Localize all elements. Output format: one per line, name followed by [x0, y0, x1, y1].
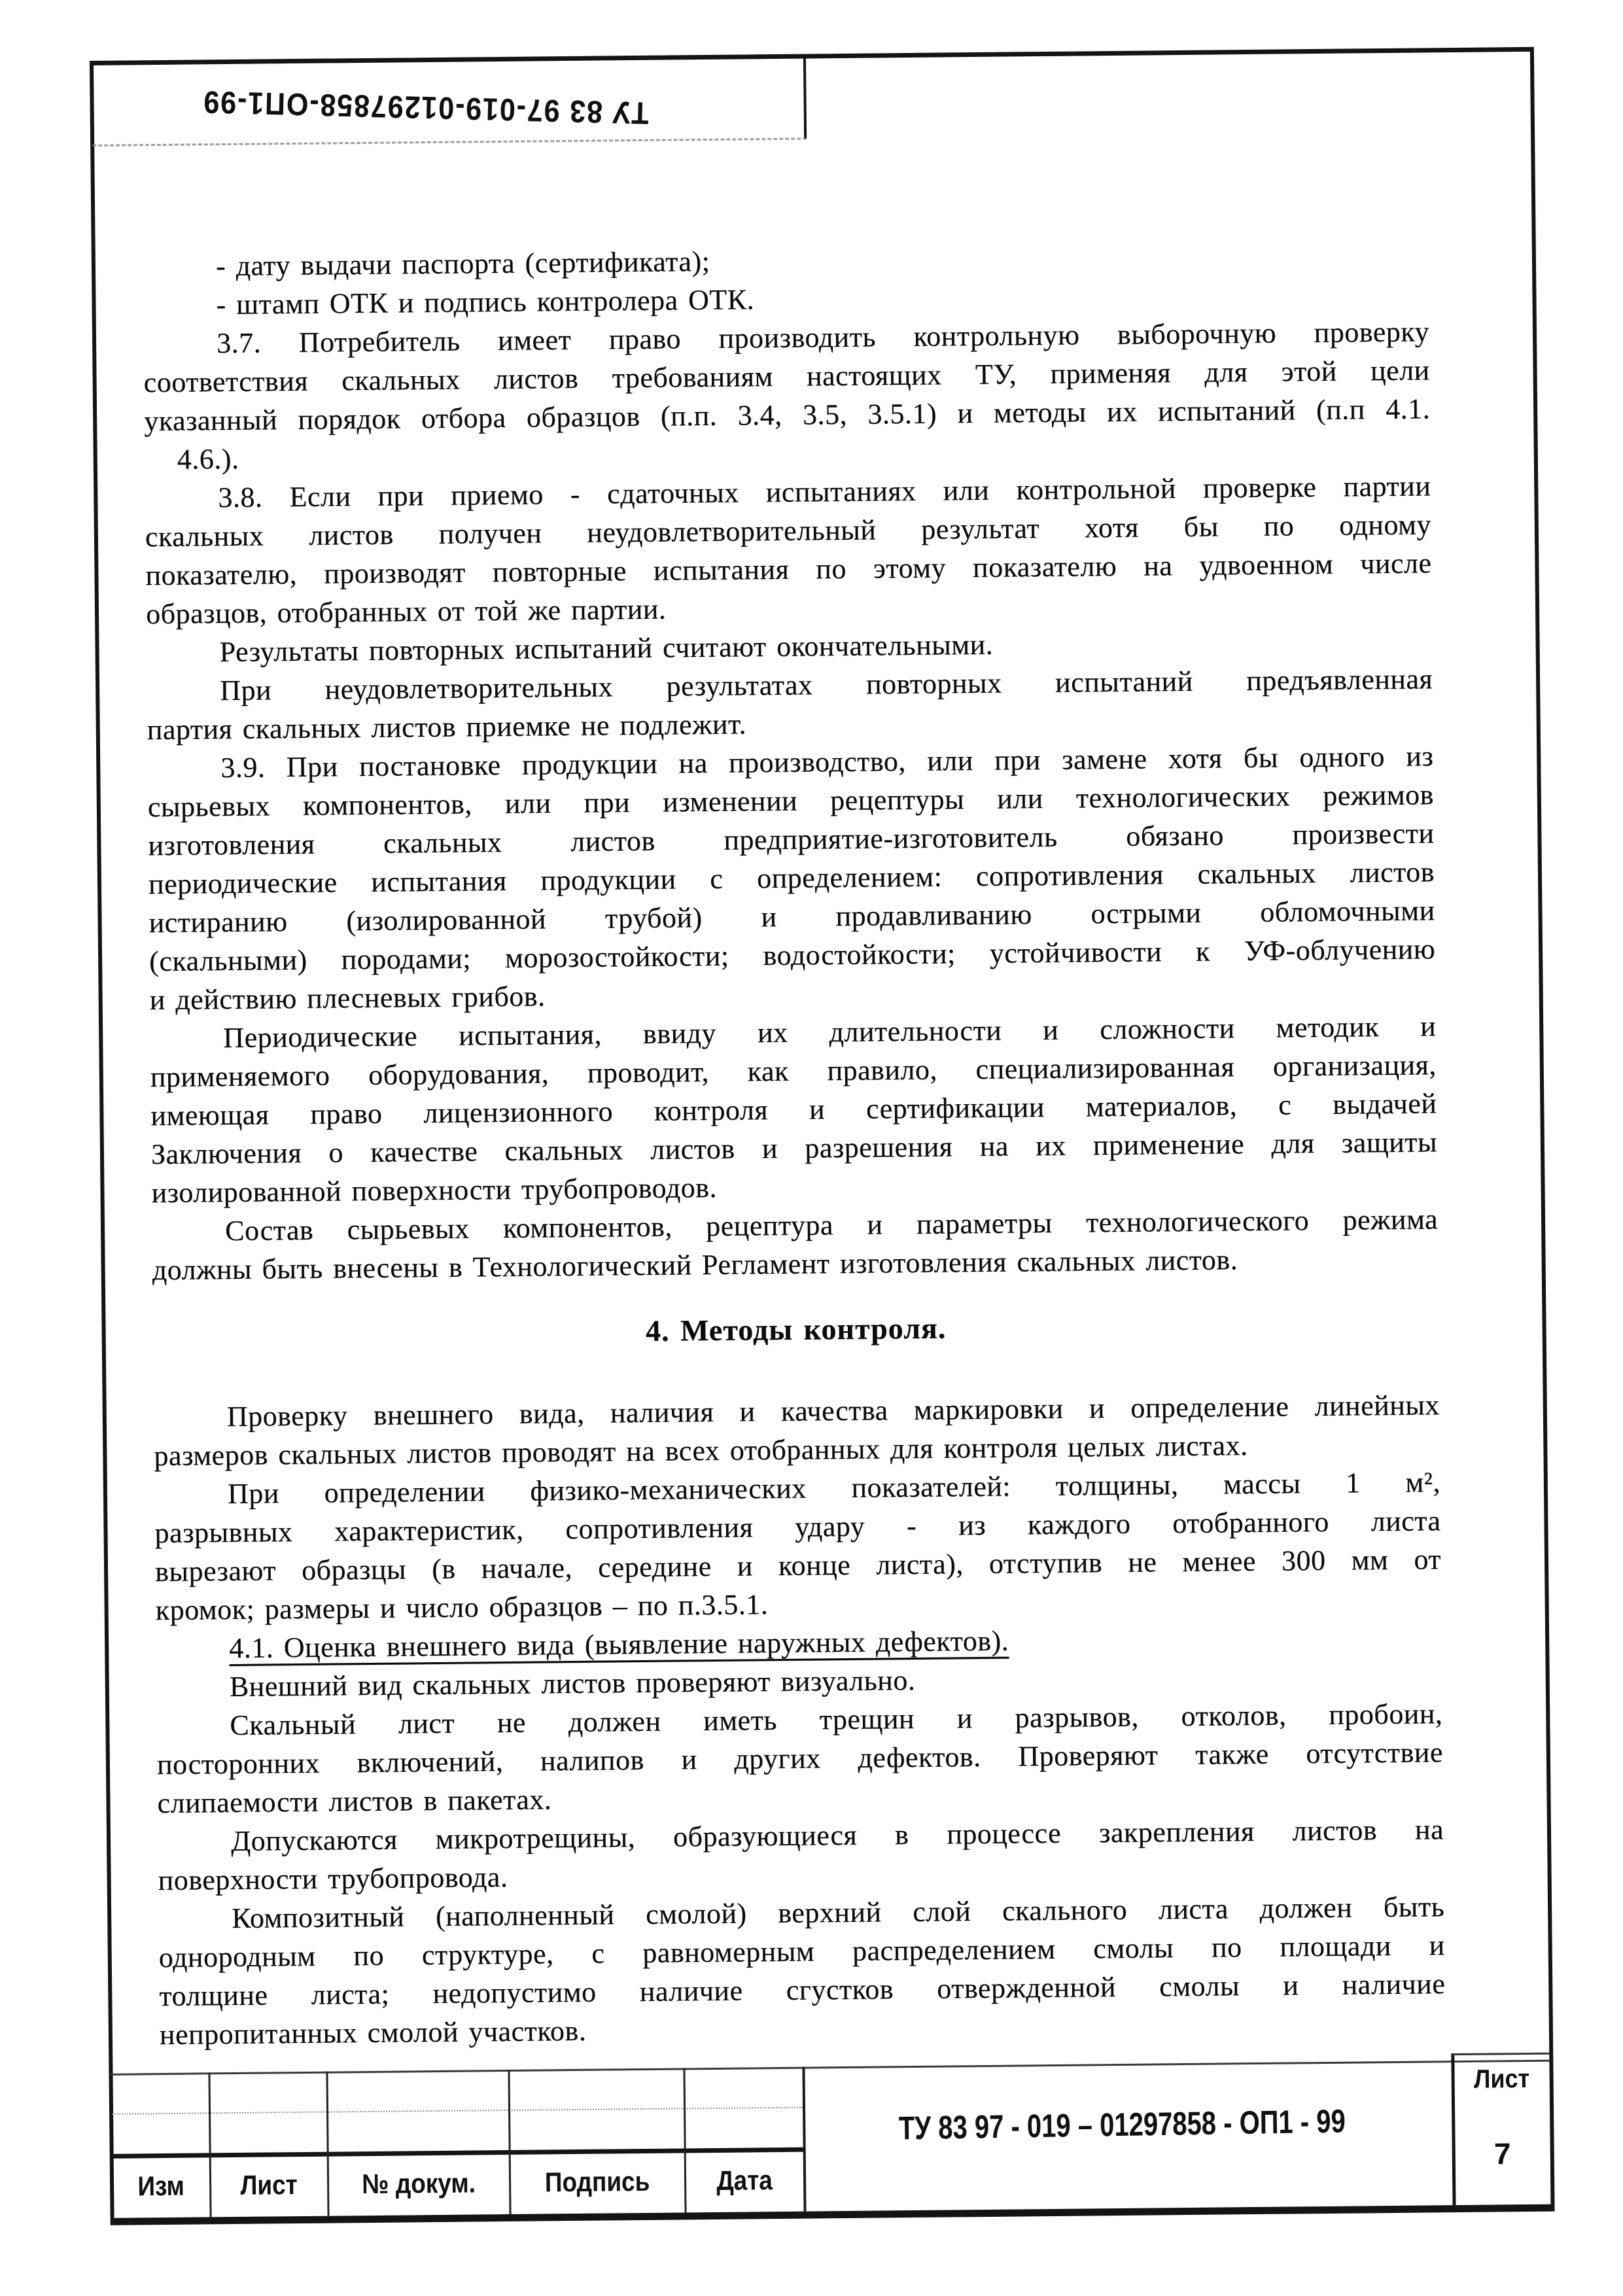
body-line: партия скальных листов приемке не подлежит.	[147, 708, 747, 746]
body-line: слипаемости листов в пакетах.	[157, 1783, 552, 1820]
body-line: имеющая право лицензионного контроля и сертификации материалов, с выдачей	[150, 1087, 1437, 1132]
body-line: должны быть внесены в Технологический Регламент изготовления скальных листов.	[152, 1244, 1238, 1287]
body-line: сырьевых компонентов, или при изменении рецептуры или технологических режимов	[147, 778, 1435, 824]
body-line: 3.8. Если при приемо - сдаточных испытаниях или контрольной проверке партии	[218, 470, 1431, 514]
body-line: соответствия скальных листов требованиям настоящих ТУ, применяя для этой цели	[143, 354, 1430, 399]
body-line: Внешний вид скальных листов проверяют визуально.	[229, 1663, 916, 1703]
body-line: поверхности трубопровода.	[158, 1860, 508, 1897]
body-line: разрывных характеристик, сопротивления удару - из каждого отобранного листа	[154, 1505, 1441, 1550]
rotated-document-code: ТУ 83 97-019-01297858-ОП1-99	[201, 84, 650, 131]
body-line: показателю, производят повторные испытания по этому показателю на удвоенном числе	[145, 547, 1432, 592]
body-line: - дату выдачи паспорта (сертификата);	[215, 245, 710, 283]
sheet-label: Лист	[1473, 2064, 1530, 2094]
footer-column-label-2: Лист	[240, 2169, 298, 2200]
body-line: Проверку внешнего вида, наличия и качества маркировки и определение линейных	[226, 1389, 1440, 1433]
body-line: вырезают образцы (в начале, середине и конце листа), отступив не менее 300 мм от	[154, 1543, 1442, 1588]
document-body-text	[143, 235, 1446, 2054]
body-line: образцов, отобранных от той же партии.	[145, 593, 667, 631]
body-line: При определении физико-механических показателей: толщины, массы 1 м²,	[227, 1466, 1441, 1510]
footer-column-label-5: Дата	[716, 2165, 773, 2196]
section-heading: 4. Методы контроля.	[645, 1311, 947, 1348]
body-line: Скальный лист не должен иметь трещин и разрывов, отколов, пробоин,	[230, 1697, 1443, 1742]
body-line: посторонних включений, налипов и других дефектов. Проверяют также отсутствие	[156, 1736, 1444, 1781]
sheet-number: 7	[1493, 2136, 1511, 2171]
body-line: (скальными) породами; морозостойкости; водостойкости; устойчивости к УФ-облучению	[148, 933, 1436, 978]
footer-column-label-4: Подпись	[544, 2165, 650, 2198]
footer-column-label-1: Изм	[137, 2170, 185, 2202]
body-line: 4.1. Оценка внешнего вида (выявление наружных дефектов).	[229, 1624, 1009, 1665]
body-line: изготовления скальных листов предприятие-изготовитель обязано произвести	[148, 817, 1435, 862]
body-line: толщине листа; недопустимо наличие сгустков отвержденной смолы и наличие	[159, 1968, 1446, 2013]
body-line: скальных листов получен неудовлетворительный результат хотя бы по одному	[145, 508, 1432, 553]
body-line: При неудовлетворительных результатах повторных испытаний предъявленная	[219, 663, 1433, 707]
body-line: Заключения о качестве скальных листов и разрешения на их применение для защиты	[150, 1126, 1438, 1171]
body-line: и действию плесневых грибов.	[149, 980, 546, 1017]
body-line: истиранию (изолированной трубой) и продавливанию острыми обломочными	[148, 894, 1435, 939]
body-line: Результаты повторных испытаний считают окончательными.	[219, 628, 994, 669]
body-line: - штамп ОТК и подпись контролера ОТК.	[216, 283, 755, 321]
body-line: непропитанных смолой участков.	[159, 2014, 587, 2051]
body-line: 3.9. При постановке продукции на производство, или при замене хотя бы одного из	[220, 740, 1434, 784]
body-line: 3.7. Потребитель имеет право производить контрольную выборочную проверку	[216, 315, 1430, 360]
footer-column-label-3: № докум.	[362, 2167, 476, 2200]
body-line: Композитный (наполненный смолой) верхний слой скального листа должен быть	[231, 1890, 1445, 1935]
body-line: 4.6.).	[177, 442, 239, 476]
footer-document-code: ТУ 83 97 - 019 – 01297858 - ОП1 - 99	[898, 2102, 1346, 2147]
body-line: кромок; размеры и число образцов – по п.3.5.1.	[155, 1588, 769, 1627]
body-line: размеров скальных листов проводят на всех отобранных для контроля целых листах.	[154, 1429, 1248, 1472]
body-line: применяемого оборудования, проводит, как правило, специализированная организация,	[150, 1049, 1437, 1094]
body-line: указанный порядок отбора образцов (п.п. 3.4, 3.5, 3.5.1) и методы их испытаний (п.п 4.1.	[143, 392, 1431, 438]
body-line: однородным по структуре, с равномерным распределением смолы по площади и	[158, 1929, 1445, 1974]
body-line: Периодические испытания, ввиду их длительности и сложности методик и	[223, 1010, 1437, 1054]
body-line: изолированной поверхности трубопроводов.	[151, 1171, 718, 1209]
body-line: периодические испытания продукции с определением: сопротивления скальных листов	[148, 856, 1435, 901]
body-line: Состав сырьевых компонентов, рецептура и параметры технологического режима	[224, 1203, 1439, 1247]
body-line: Допускаются микротрещины, образующиеся в процессе закрепления листов на	[230, 1813, 1444, 1858]
